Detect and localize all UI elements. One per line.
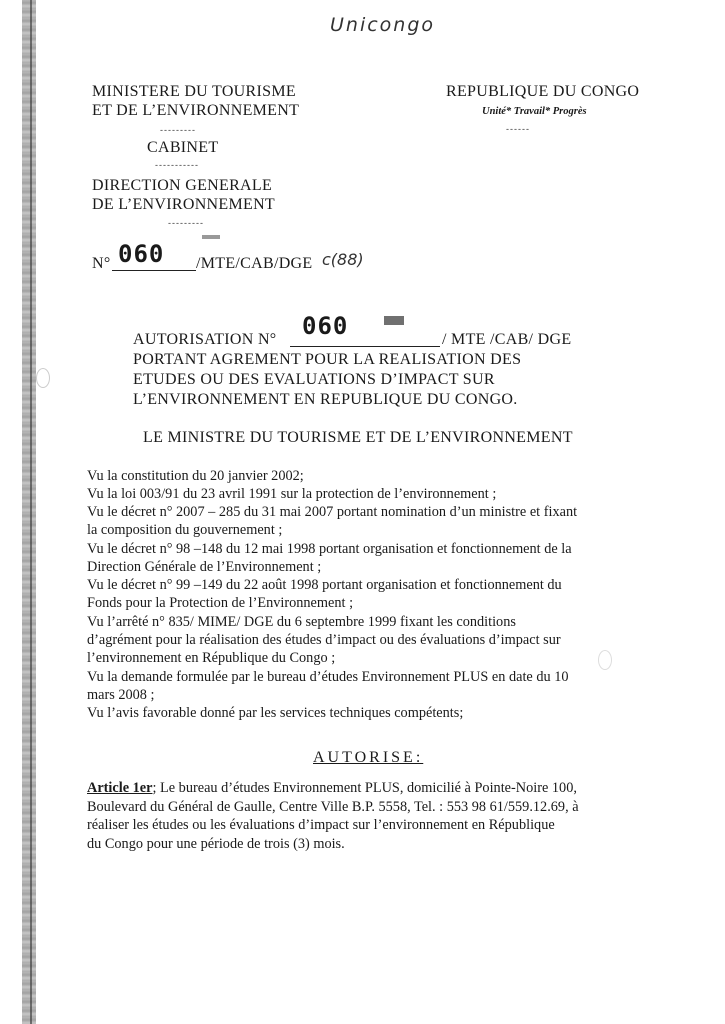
ministry-line2: ET DE L’ENVIRONNEMENT <box>92 102 300 119</box>
reference-suffix: /MTE/CAB/DGE <box>196 255 313 272</box>
national-motto: Unité* Travail* Progrès <box>482 106 587 117</box>
consideration-line: Vu la demande formulée par le bureau d’études Environnement PLUS en date du 10 <box>87 669 569 685</box>
punch-hole <box>598 650 612 670</box>
article-line <box>87 780 577 798</box>
handwritten-reference: c(88) <box>322 250 364 269</box>
consideration-line: l’environnement en République du Congo ; <box>87 650 336 666</box>
consideration-line: Vu le décret n° 2007 – 285 du 31 mai 2007 portant nomination d’un ministre et fixant <box>87 504 578 520</box>
title-line: PORTANT AGREMENT POUR LA REALISATION DES <box>133 351 522 368</box>
authorization-underline <box>290 346 440 347</box>
direction-line1: DIRECTION GENERALE <box>92 177 273 194</box>
reference-underline <box>112 270 196 271</box>
consideration-line: Vu le décret n° 99 –149 du 22 août 1998 portant organisation et fonctionnement du <box>87 577 562 593</box>
ink-mark <box>384 316 404 325</box>
consideration-line: Vu la loi 003/91 du 23 avril 1991 sur la protection de l’environnement ; <box>87 486 497 502</box>
article-label: Article 1er <box>87 780 153 796</box>
separator: ------ <box>506 124 530 134</box>
consideration-line: mars 2008 ; <box>87 687 155 703</box>
consideration-line: Vu la constitution du 20 janvier 2002; <box>87 468 304 484</box>
article-text: ; Le bureau d’études Environnement PLUS, domicilié à Pointe-Noire 100, <box>152 780 577 796</box>
scan-binding-edge <box>22 0 36 1024</box>
ink-mark <box>202 235 220 239</box>
authorization-prefix: AUTORISATION N° <box>133 331 277 348</box>
reference-prefix: N° <box>92 255 111 272</box>
separator: ----------- <box>155 160 199 170</box>
consideration-line: la composition du gouvernement ; <box>87 522 283 538</box>
consideration-line: Vu l’arrêté n° 835/ MIME/ DGE du 6 septembre 1999 fixant les conditions <box>87 614 516 630</box>
consideration-line: Vu le décret n° 98 –148 du 12 mai 1998 portant organisation et fonctionnement de la <box>87 541 572 557</box>
cabinet-label: CABINET <box>147 139 219 156</box>
minister-heading: LE MINISTRE DU TOURISME ET DE L’ENVIRONNEMENT <box>143 429 573 446</box>
separator: --------- <box>168 218 204 228</box>
decision-heading: AUTORISE: <box>313 749 424 766</box>
consideration-line: d’agrément pour la réalisation des études d’impact ou des évaluations d’impact sur <box>87 632 561 648</box>
consideration-line: Direction Générale de l’Environnement ; <box>87 559 322 575</box>
consideration-line: Vu l’avis favorable donné par les services techniques compétents; <box>87 705 464 721</box>
consideration-line: Fonds pour la Protection de l’Environnement ; <box>87 595 354 611</box>
authorization-suffix: / MTE /CAB/ DGE <box>442 331 572 348</box>
direction-line2: DE L’ENVIRONNEMENT <box>92 196 276 213</box>
separator: --------- <box>160 125 196 135</box>
handwritten-note: Unicongo <box>330 14 436 36</box>
reference-number-stamp: 060 <box>118 240 165 268</box>
scan-binding-line <box>30 0 32 1024</box>
article-line: Boulevard du Général de Gaulle, Centre Ville B.P. 5558, Tel. : 553 98 61/559.12.69, à <box>87 799 579 815</box>
punch-hole <box>36 368 50 388</box>
authorization-number-stamp: 060 <box>302 312 349 340</box>
title-line: ETUDES OU DES EVALUATIONS D’IMPACT SUR <box>133 371 495 388</box>
article-line: réaliser les études ou les évaluations d’impact sur l’environnement en République <box>87 817 555 833</box>
article-line: du Congo pour une période de trois (3) mois. <box>87 836 345 852</box>
title-line: L’ENVIRONNEMENT EN REPUBLIQUE DU CONGO. <box>133 391 518 408</box>
republic-title: REPUBLIQUE DU CONGO <box>446 83 640 100</box>
ministry-line1: MINISTERE DU TOURISME <box>92 83 296 100</box>
